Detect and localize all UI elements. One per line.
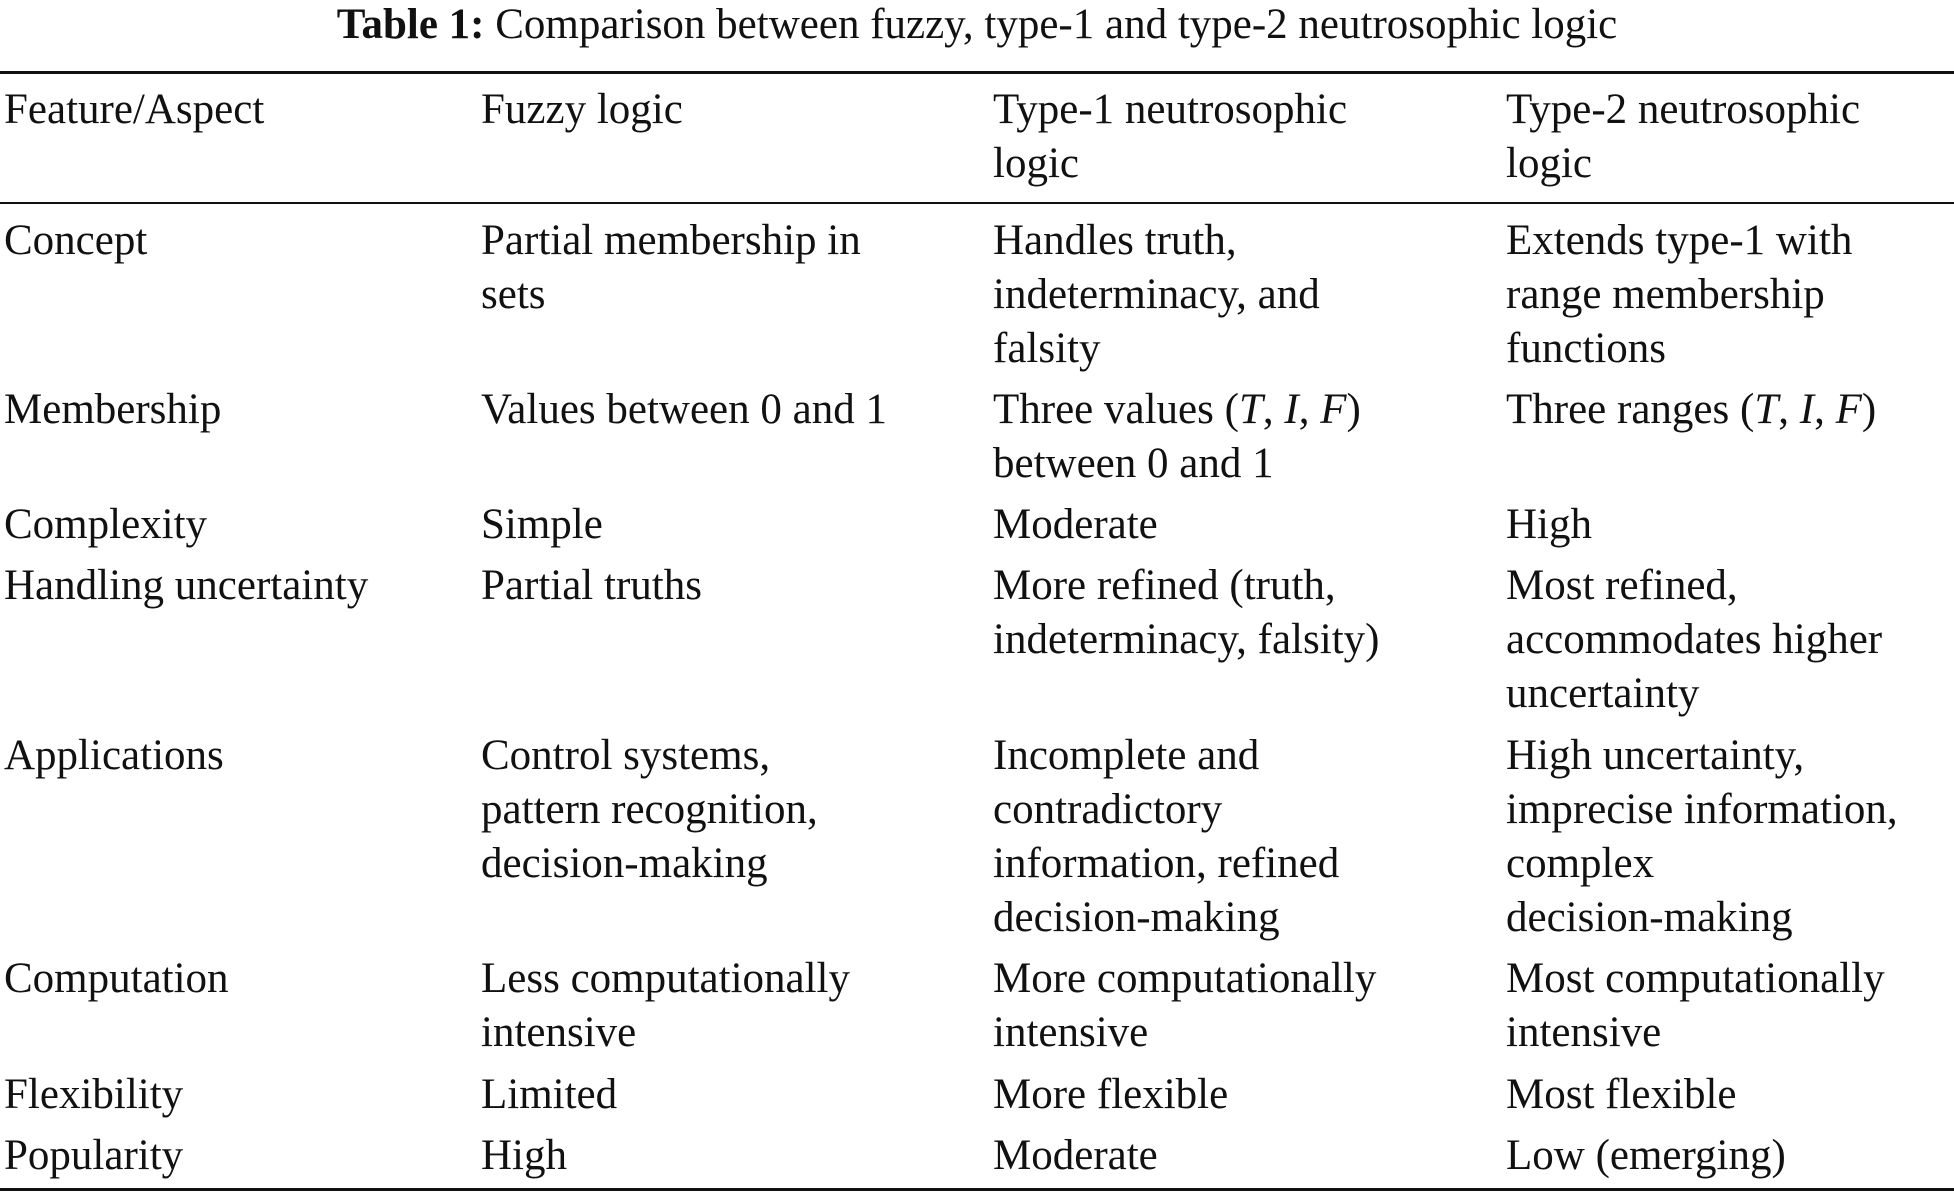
cell-text: More flexible — [993, 1071, 1229, 1118]
type1-cell — [993, 952, 1506, 1068]
cell-text: Most computationally — [1506, 955, 1885, 1002]
cell-text: between 0 and 1 — [993, 440, 1274, 487]
cell-text: More refined (truth, — [993, 562, 1336, 609]
type1-cell — [993, 498, 1506, 559]
cell-text: pattern recognition, — [481, 786, 818, 833]
type1-cell — [993, 1068, 1506, 1129]
cell-text: Handles truth, — [993, 217, 1237, 264]
cell-text: Three values (T, I, F) — [993, 386, 1361, 433]
cell-text: Extends type-1 with — [1506, 217, 1853, 264]
cell-text: High — [1506, 501, 1592, 548]
table-row — [0, 1129, 1954, 1189]
table-header-rule — [0, 202, 1954, 204]
cell-text: decision-making — [481, 840, 768, 887]
header-cell-fuzzy — [481, 83, 993, 191]
cell-text: sets — [481, 271, 546, 318]
table-top-rule — [0, 71, 1954, 74]
fuzzy-cell — [481, 498, 993, 559]
type1-cell — [993, 1129, 1506, 1189]
feature-cell — [0, 383, 481, 498]
header-text: Fuzzy logic — [481, 86, 683, 133]
header-text: Type-1 neutrosophic — [993, 86, 1348, 133]
type1-cell — [993, 214, 1506, 383]
table-row — [0, 498, 1954, 559]
cell-text: intensive — [481, 1009, 637, 1056]
type2-cell — [1506, 498, 1954, 559]
cell-text: decision-making — [1506, 894, 1793, 941]
header-cell-type1 — [993, 83, 1506, 191]
cell-text: Incomplete and — [993, 732, 1260, 779]
feature-cell — [0, 214, 481, 383]
cell-text: Moderate — [993, 501, 1158, 548]
table-row — [0, 214, 1954, 383]
math-variable: T — [1238, 386, 1263, 433]
type2-cell — [1506, 729, 1954, 952]
cell-text: Popularity — [4, 1132, 184, 1179]
header-text: logic — [1506, 140, 1592, 187]
fuzzy-cell — [481, 729, 993, 952]
cell-text: contradictory — [993, 786, 1223, 833]
type2-cell — [1506, 559, 1954, 729]
table-header-row — [0, 83, 1954, 191]
type2-cell — [1506, 1129, 1954, 1189]
table-body — [0, 214, 1954, 1189]
table-caption — [0, 0, 1954, 50]
type2-cell — [1506, 383, 1954, 498]
math-variable: F — [1835, 386, 1862, 433]
cell-text: indeterminacy, and — [993, 271, 1320, 318]
cell-text: Simple — [481, 501, 603, 548]
cell-text: indeterminacy, falsity) — [993, 616, 1380, 663]
cell-text: Values between 0 and 1 — [481, 386, 887, 433]
cell-text: High — [481, 1132, 567, 1179]
cell-text: Less computationally — [481, 955, 851, 1002]
header-cell-feature — [0, 83, 481, 191]
header-cell-type2 — [1506, 83, 1954, 191]
cell-text: decision-making — [993, 894, 1280, 941]
cell-text: Concept — [4, 217, 148, 264]
feature-cell — [0, 952, 481, 1068]
cell-text: Membership — [4, 386, 222, 433]
cell-text: Complexity — [4, 501, 208, 548]
fuzzy-cell — [481, 214, 993, 383]
cell-text: High uncertainty, — [1506, 732, 1805, 779]
table-row — [0, 559, 1954, 729]
cell-text: Handling uncertainty — [4, 562, 369, 609]
table-row — [0, 729, 1954, 952]
table-caption-label: Table 1: — [336, 1, 485, 48]
feature-cell — [0, 729, 481, 952]
cell-text: Applications — [4, 732, 224, 779]
table-row — [0, 952, 1954, 1068]
cell-text: Flexibility — [4, 1071, 184, 1118]
fuzzy-cell — [481, 383, 993, 498]
header-text: logic — [993, 140, 1079, 187]
cell-text: Moderate — [993, 1132, 1158, 1179]
table-row — [0, 1068, 1954, 1129]
feature-cell — [0, 559, 481, 729]
feature-cell — [0, 1129, 481, 1189]
type2-cell — [1506, 214, 1954, 383]
type1-cell — [993, 383, 1506, 498]
math-variable: F — [1320, 386, 1347, 433]
cell-text: complex — [1506, 840, 1655, 887]
cell-text: Control systems, — [481, 732, 771, 779]
feature-cell — [0, 498, 481, 559]
cell-text: Computation — [4, 955, 229, 1002]
fuzzy-cell — [481, 559, 993, 729]
cell-text: Partial membership in — [481, 217, 861, 264]
type2-cell — [1506, 952, 1954, 1068]
cell-text: Low (emerging) — [1506, 1132, 1786, 1179]
math-variable: I — [1284, 386, 1299, 433]
fuzzy-cell — [481, 952, 993, 1068]
cell-text: functions — [1506, 325, 1667, 372]
type1-cell — [993, 729, 1506, 952]
cell-text: intensive — [993, 1009, 1149, 1056]
header-text: Type-2 neutrosophic — [1506, 86, 1861, 133]
feature-cell — [0, 1068, 481, 1129]
cell-text: uncertainty — [1506, 670, 1700, 717]
math-variable: I — [1799, 386, 1815, 433]
table-row — [0, 383, 1954, 498]
cell-text: Limited — [481, 1071, 618, 1118]
cell-text: information, refined — [993, 840, 1340, 887]
header-text: Feature/Aspect — [4, 86, 265, 133]
fuzzy-cell — [481, 1129, 993, 1189]
cell-text: falsity — [993, 325, 1101, 372]
cell-text: intensive — [1506, 1009, 1662, 1056]
type1-cell — [993, 559, 1506, 729]
type2-cell — [1506, 1068, 1954, 1129]
cell-text: range membership — [1506, 271, 1825, 318]
table-bottom-rule — [0, 1188, 1954, 1191]
cell-text: Most flexible — [1506, 1071, 1737, 1118]
cell-text: Partial truths — [481, 562, 702, 609]
cell-text: More computationally — [993, 955, 1377, 1002]
cell-text: accommodates higher — [1506, 616, 1883, 663]
math-variable: T — [1754, 386, 1779, 433]
cell-text: imprecise information, — [1506, 786, 1898, 833]
cell-text: Most refined, — [1506, 562, 1738, 609]
fuzzy-cell — [481, 1068, 993, 1129]
cell-text: Three ranges (T, I, F) — [1506, 386, 1877, 433]
table-caption-text: Comparison between fuzzy, type-1 and type-2 neutrosophic logic — [495, 1, 1618, 48]
